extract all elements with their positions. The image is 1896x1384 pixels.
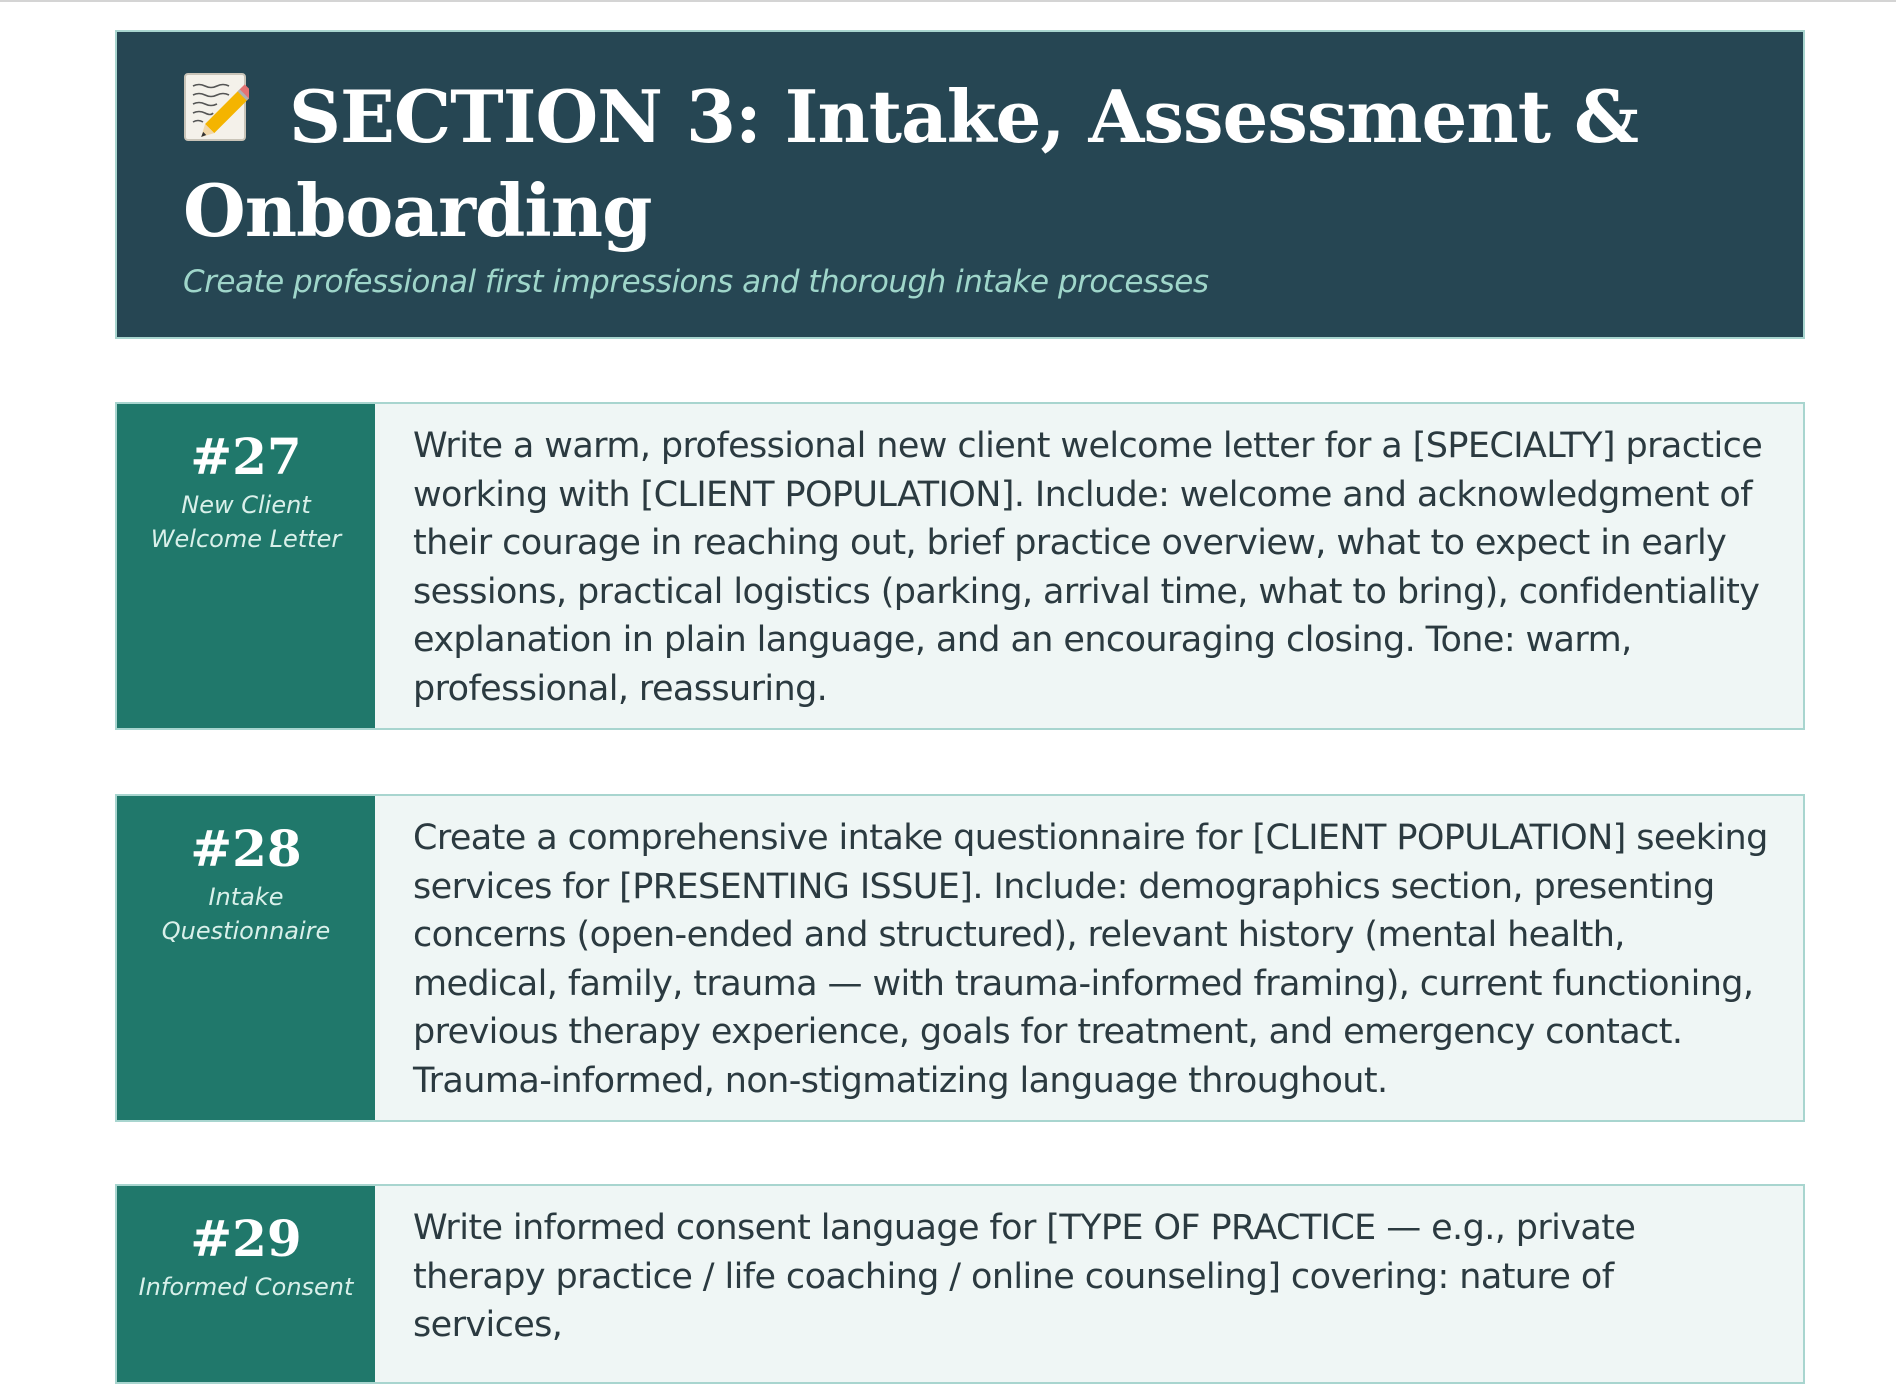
prompt-number: #29 — [190, 1209, 302, 1268]
top-divider — [0, 0, 1896, 2]
prompt-name: Informed Consent — [138, 1273, 354, 1301]
prompt-label — [117, 1186, 375, 1382]
document-page — [115, 30, 1805, 1345]
prompt-label — [117, 404, 375, 728]
prompt-label — [117, 796, 375, 1120]
section-header — [115, 30, 1805, 339]
section-title-text: SECTION 3: Intake, Assessment & Onboarding — [183, 74, 1639, 253]
prompt-card-27 — [115, 402, 1805, 730]
prompt-card-29 — [115, 1184, 1805, 1384]
prompt-text: Create a comprehensive intake questionnaire for [CLIENT POPULATION] seeking services for [PRESENTING ISSUE]. Include: demographics section, presenting concerns (open-ended and structured), relevant history (mental health, medical, family, trauma — with trauma-informed framing), current functioning, previous therapy experience, goals for treatment, and emergency contact. Trauma-informed, non-stigmatizing language throughout. — [413, 818, 1768, 1101]
prompt-name: Intake Questionnaire — [161, 883, 331, 945]
memo-pencil-icon — [183, 72, 249, 144]
prompt-text: Write a warm, professional new client welcome letter for a [SPECIALTY] practice working with [CLIENT POPULATION]. Include: welcome and acknowledgment of their courage in reaching out, brief practice overview, what to expect in early sessions, practical logistics (parking, arrival time, what to bring), confidentiality explanation in plain language, and an encouraging closing. Tone: warm, professional, reassuring. — [413, 426, 1763, 709]
prompt-number: #27 — [190, 427, 302, 486]
section-title — [183, 70, 1737, 258]
prompt-text: Write informed consent language for [TYPE OF PRACTICE — e.g., private therapy practice / life coaching / online counseling] covering: nature of services, — [413, 1208, 1636, 1345]
prompt-number: #28 — [190, 819, 302, 878]
section-subtitle: Create professional first impressions and thorough intake processes — [183, 264, 1209, 300]
prompt-card-28 — [115, 794, 1805, 1122]
prompt-name: New Client Welcome Letter — [150, 491, 342, 553]
